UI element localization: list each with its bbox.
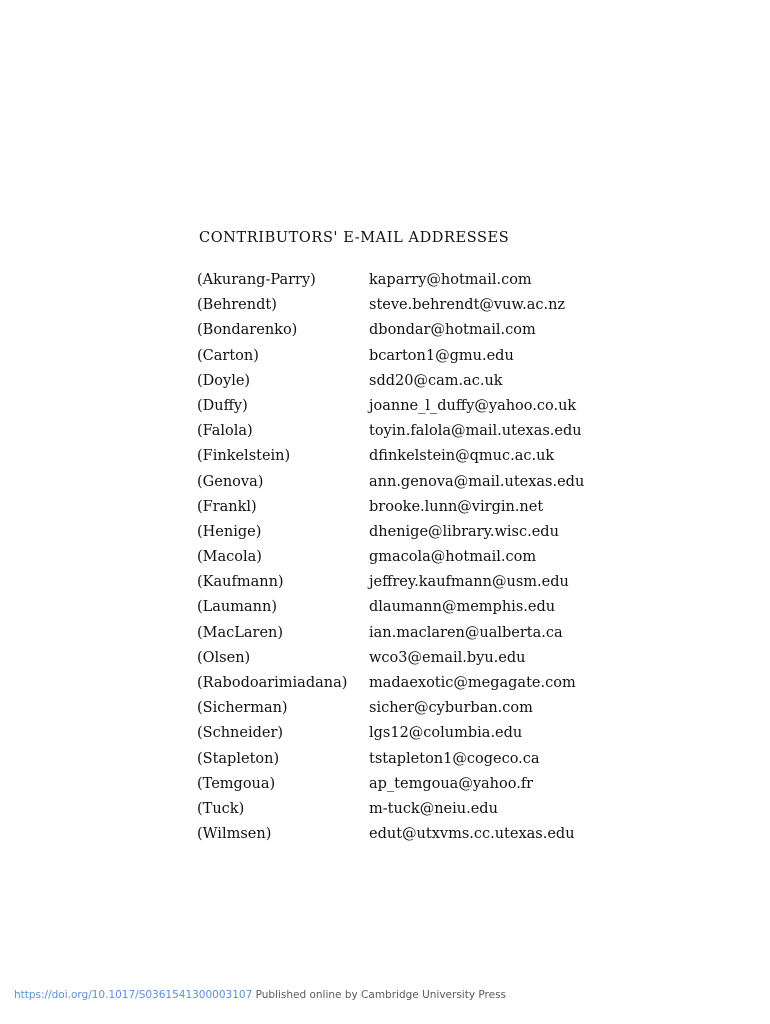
contributor-email: brooke.lunn@virgin.net — [369, 498, 544, 515]
contributor-email: joanne_l_duffy@yahoo.co.uk — [369, 397, 577, 414]
contributor-row — [197, 623, 617, 648]
contributor-row — [197, 497, 617, 522]
contributor-row — [197, 270, 617, 295]
contributor-row — [197, 723, 617, 748]
contributor-row — [197, 421, 617, 446]
contributor-row — [197, 346, 617, 371]
contributor-name: (Frankl) — [197, 498, 257, 515]
publisher-note: Published online by Cambridge University Press — [252, 989, 507, 1001]
contributor-email: lgs12@columbia.edu — [369, 725, 523, 742]
contributor-email: toyin.falola@mail.utexas.edu — [369, 423, 582, 440]
contributor-name: (Falola) — [197, 423, 253, 440]
contributor-name: (Akurang-Parry) — [197, 272, 316, 288]
contributor-row — [197, 446, 617, 471]
contributor-row — [197, 673, 617, 698]
contributor-row — [197, 749, 617, 774]
contributor-list — [197, 270, 617, 849]
contributor-name: (Wilmsen) — [197, 826, 272, 843]
contributor-email: ann.genova@mail.utexas.edu — [369, 473, 585, 490]
contributor-email: ap_temgoua@yahoo.fr — [369, 775, 534, 792]
contributor-name: (Tuck) — [197, 800, 245, 817]
contributor-email: kaparry@hotmail.com — [369, 272, 532, 288]
contributor-email: madaexotic@megagate.com — [369, 675, 576, 691]
contributor-name: (Temgoua) — [197, 775, 276, 792]
contributor-name: (Duffy) — [197, 397, 248, 414]
contributor-name: (Doyle) — [197, 372, 251, 389]
contributor-email: wco3@email.byu.edu — [369, 649, 526, 666]
contributor-email: gmacola@hotmail.com — [369, 549, 537, 566]
contributor-email: sicher@cyburban.com — [369, 700, 533, 717]
doi-link[interactable]: https://doi.org/10.1017/S0361541300003107 — [14, 989, 253, 1001]
contributor-email: steve.behrendt@vuw.ac.nz — [369, 297, 566, 314]
contributor-email: sdd20@cam.ac.uk — [369, 372, 503, 389]
contributor-name: (MacLaren) — [197, 624, 284, 641]
contributor-row — [197, 572, 617, 597]
contributor-email: dhenige@library.wisc.edu — [369, 523, 559, 540]
contributor-name: (Finkelstein) — [197, 448, 291, 465]
contributor-email: tstapleton1@cogeco.ca — [369, 750, 540, 767]
contributor-name: (Carton) — [197, 347, 259, 364]
contributor-name: (Genova) — [197, 473, 264, 490]
contributor-name: (Kaufmann) — [197, 574, 284, 591]
contributor-email: dfinkelstein@qmuc.ac.uk — [369, 448, 555, 465]
contributor-row — [197, 824, 617, 849]
contributor-name: (Schneider) — [197, 725, 284, 742]
contributor-name: (Henige) — [197, 523, 262, 540]
contributor-name: (Bondarenko) — [197, 322, 298, 339]
page-footer — [14, 989, 506, 1001]
contributor-name: (Behrendt) — [197, 297, 277, 314]
contributor-email: bcarton1@gmu.edu — [369, 347, 514, 364]
contributor-email: ian.maclaren@ualberta.ca — [369, 624, 563, 641]
contributor-email: m-tuck@neiu.edu — [369, 800, 498, 817]
contributor-row — [197, 396, 617, 421]
contributor-row — [197, 774, 617, 799]
page-heading: CONTRIBUTORS' E-MAIL ADDRESSES — [199, 230, 510, 246]
contributor-row — [197, 547, 617, 572]
contributor-row — [197, 799, 617, 824]
contributor-name: (Olsen) — [197, 649, 251, 666]
contributor-row — [197, 295, 617, 320]
contributor-email: jeffrey.kaufmann@usm.edu — [369, 574, 569, 591]
contributor-row — [197, 320, 617, 345]
contributor-name: (Sicherman) — [197, 700, 288, 717]
contributor-name: (Rabodoarimiadana) — [197, 675, 348, 691]
contributor-email: edut@utxvms.cc.utexas.edu — [369, 826, 575, 843]
contributor-row — [197, 698, 617, 723]
contributor-row — [197, 522, 617, 547]
contributor-name: (Stapleton) — [197, 750, 280, 767]
contributor-name: (Laumann) — [197, 599, 277, 616]
contributor-email: dlaumann@memphis.edu — [369, 599, 556, 616]
contributor-name: (Macola) — [197, 549, 262, 566]
contributor-email: dbondar@hotmail.com — [369, 322, 536, 339]
contributor-row — [197, 648, 617, 673]
contributor-row — [197, 597, 617, 622]
contributor-row — [197, 472, 617, 497]
contributor-row — [197, 371, 617, 396]
